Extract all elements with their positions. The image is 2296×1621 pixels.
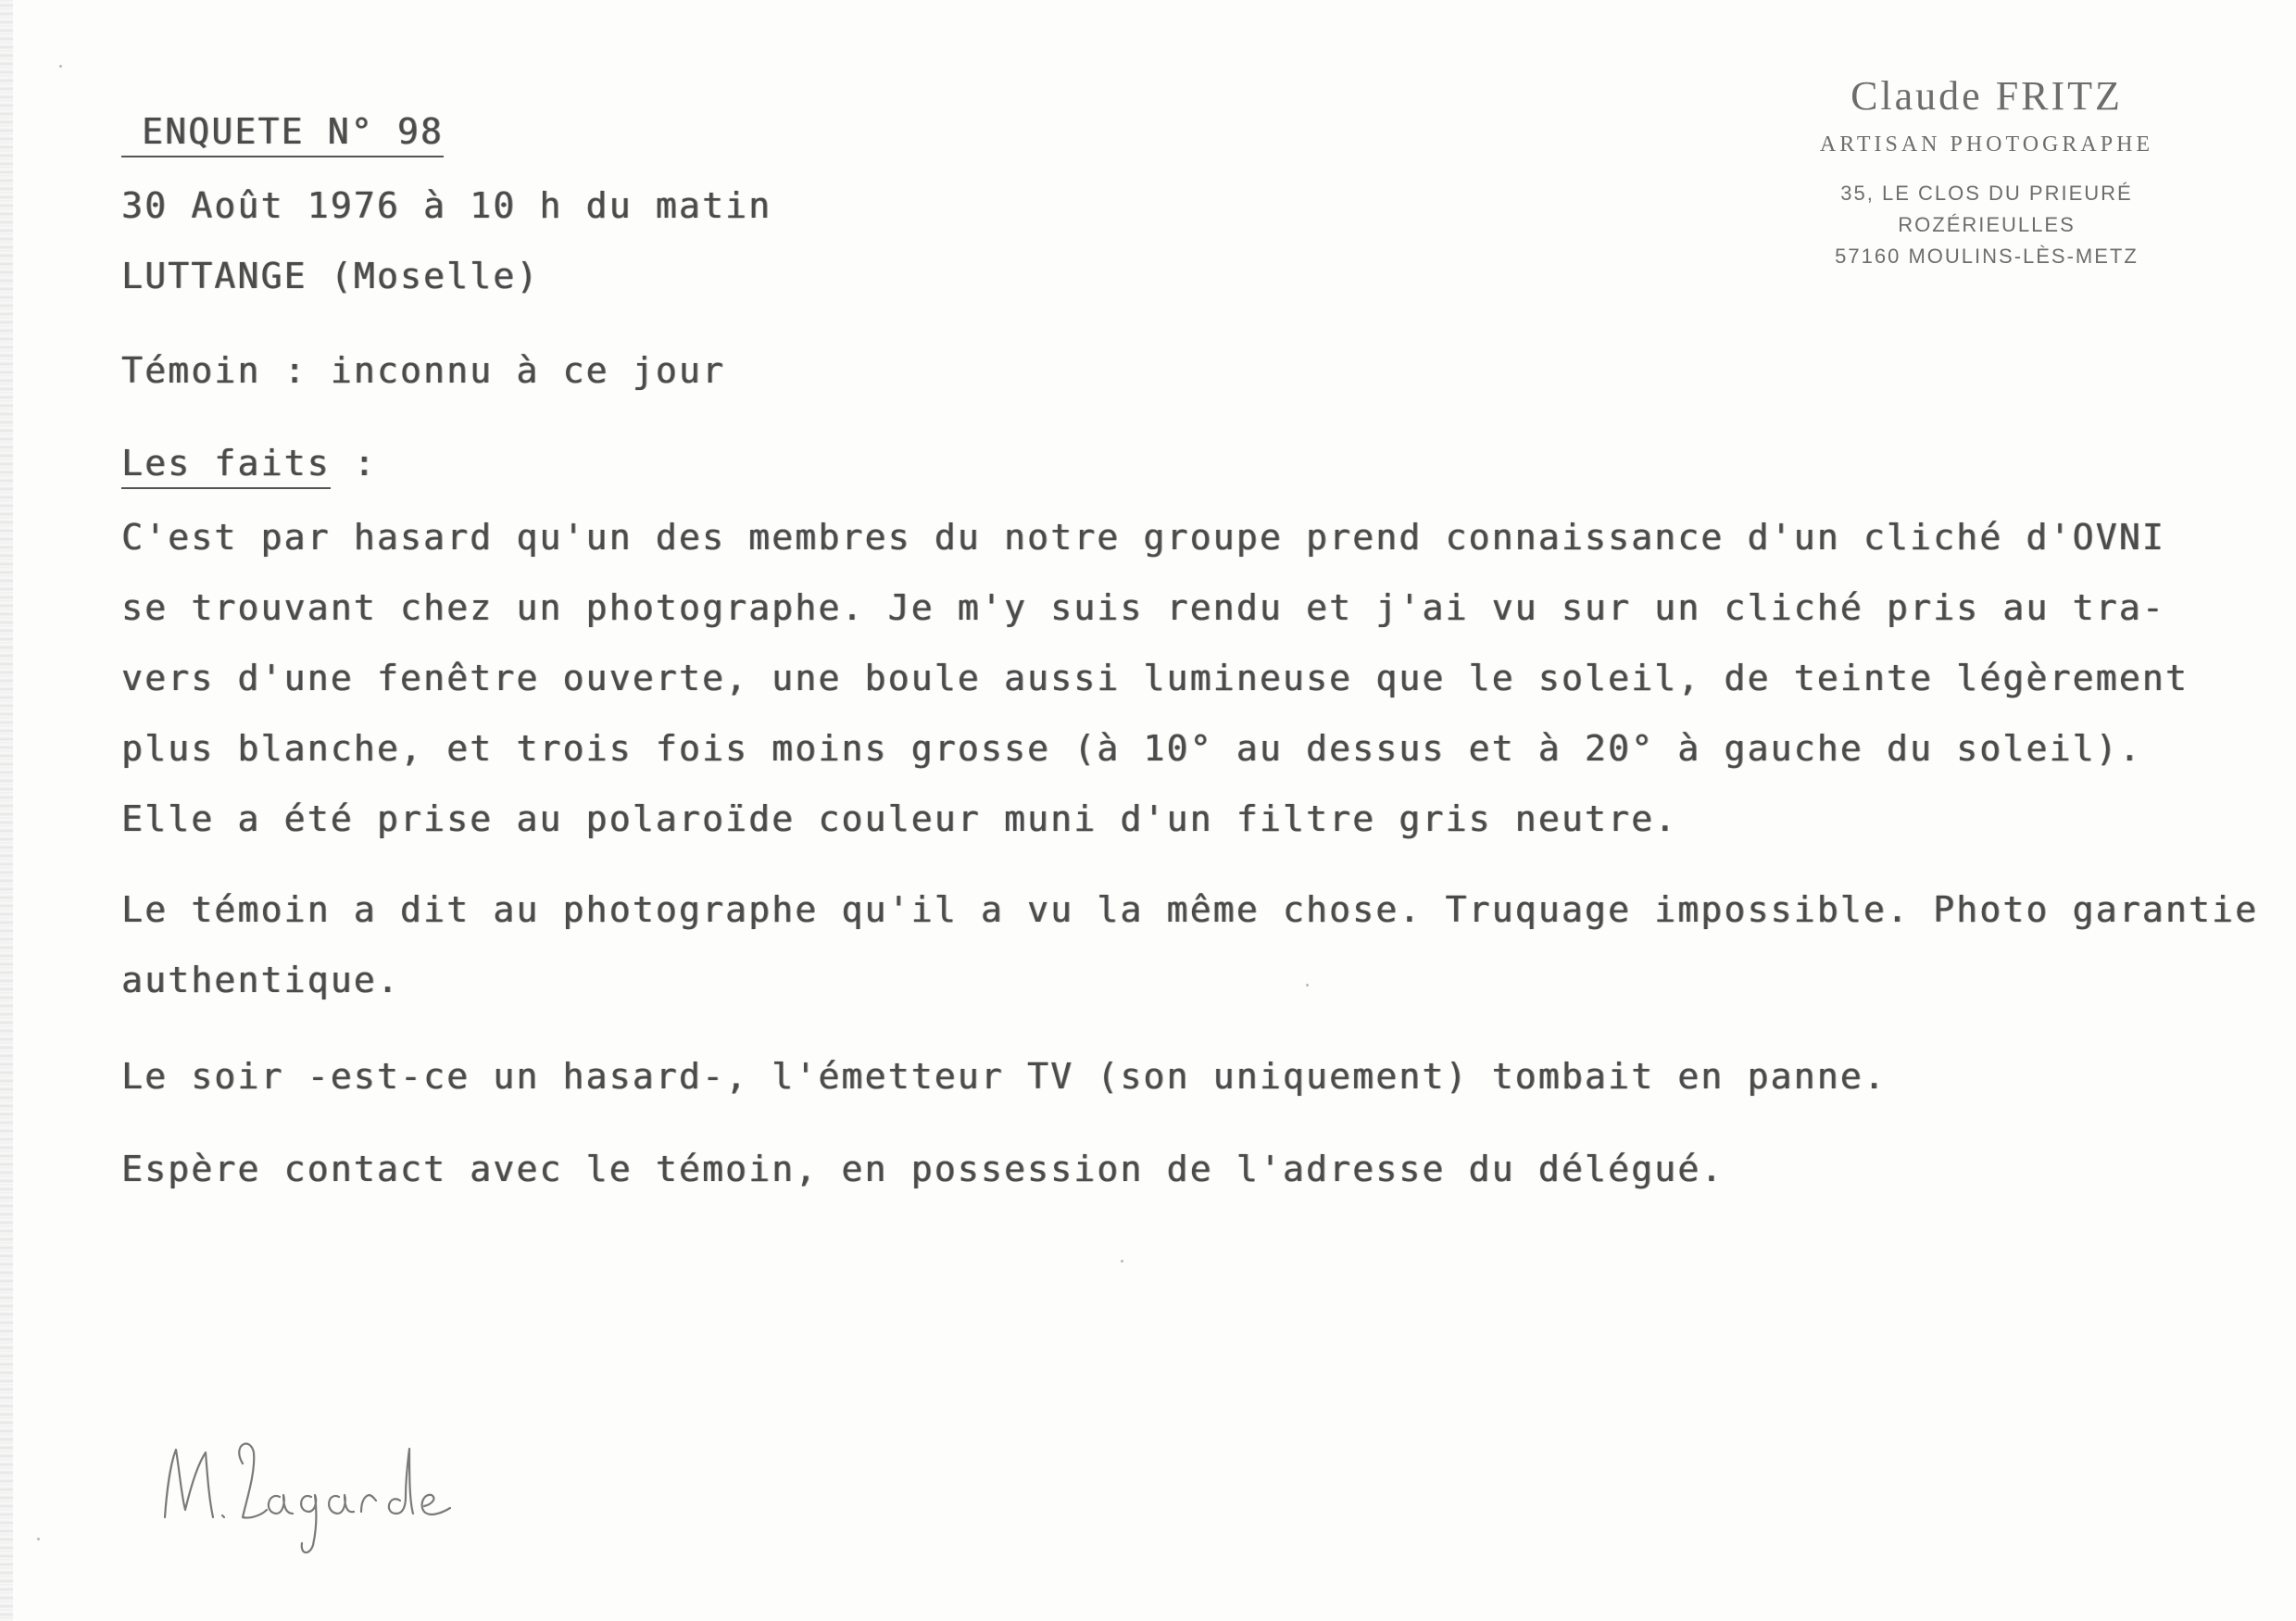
facts-heading-row xyxy=(121,443,377,484)
paragraph-4: Espère contact avec le témoin, en possession de l'adresse du délégué. xyxy=(121,1149,1725,1189)
stamp-address-line-1: 35, LE CLOS DU PRIEURÉ xyxy=(1840,182,2133,205)
enquete-place: LUTTANGE (Moselle) xyxy=(121,256,540,296)
scan-speck xyxy=(1306,984,1309,986)
paragraph-1-line-2: se trouvant chez un photographe. Je m'y suis rendu et j'ai vu sur un cliché pris au tra- xyxy=(121,587,2165,628)
paragraph-1-line-1: C'est par hasard qu'un des membres du notre groupe prend connaissance d'un cliché d'OVNI xyxy=(121,517,2165,558)
witness-line: Témoin : inconnu à ce jour xyxy=(121,350,726,391)
stamp-address-line-2: ROZÉRIEULLES xyxy=(1898,213,2076,236)
scan-speck xyxy=(37,1538,40,1540)
paragraph-2-line-1: Le témoin a dit au photographe qu'il a vu la même chose. Truquage impossible. Photo garantie xyxy=(121,889,2259,930)
stamp-address xyxy=(1788,178,2186,272)
stamp-name: Claude FRITZ xyxy=(1851,73,2123,119)
paragraph-1-line-3: vers d'une fenêtre ouverte, une boule aussi lumineuse que le soleil, de teinte légèrement xyxy=(121,658,2189,698)
facts-heading: Les faits xyxy=(121,443,331,489)
paragraph-1-line-4: plus blanche, et trois fois moins grosse (à 10° au dessus et à 20° à gauche du soleil). xyxy=(121,728,2142,769)
stamp-address-line-3: 57160 MOULINS-LÈS-METZ xyxy=(1835,245,2139,268)
handwritten-signature xyxy=(157,1408,491,1565)
enquete-title: ENQUETE N° 98 xyxy=(121,111,444,157)
paragraph-1-line-5: Elle a été prise au polaroïde couleur muni d'un filtre gris neutre. xyxy=(121,798,1678,839)
scan-edge-artifact xyxy=(0,0,13,1621)
enquete-date: 30 Août 1976 à 10 h du matin xyxy=(121,185,772,226)
paragraph-3: Le soir -est-ce un hasard-, l'émetteur TV (son uniquement) tombait en panne. xyxy=(121,1056,1887,1097)
scan-speck xyxy=(1121,1260,1123,1263)
facts-heading-colon: : xyxy=(330,443,377,484)
photographer-stamp xyxy=(1788,72,2186,272)
stamp-role: ARTISAN PHOTOGRAPHE xyxy=(1819,132,2154,157)
scan-speck xyxy=(59,65,62,68)
paragraph-2-line-2: authentique. xyxy=(121,960,400,1000)
